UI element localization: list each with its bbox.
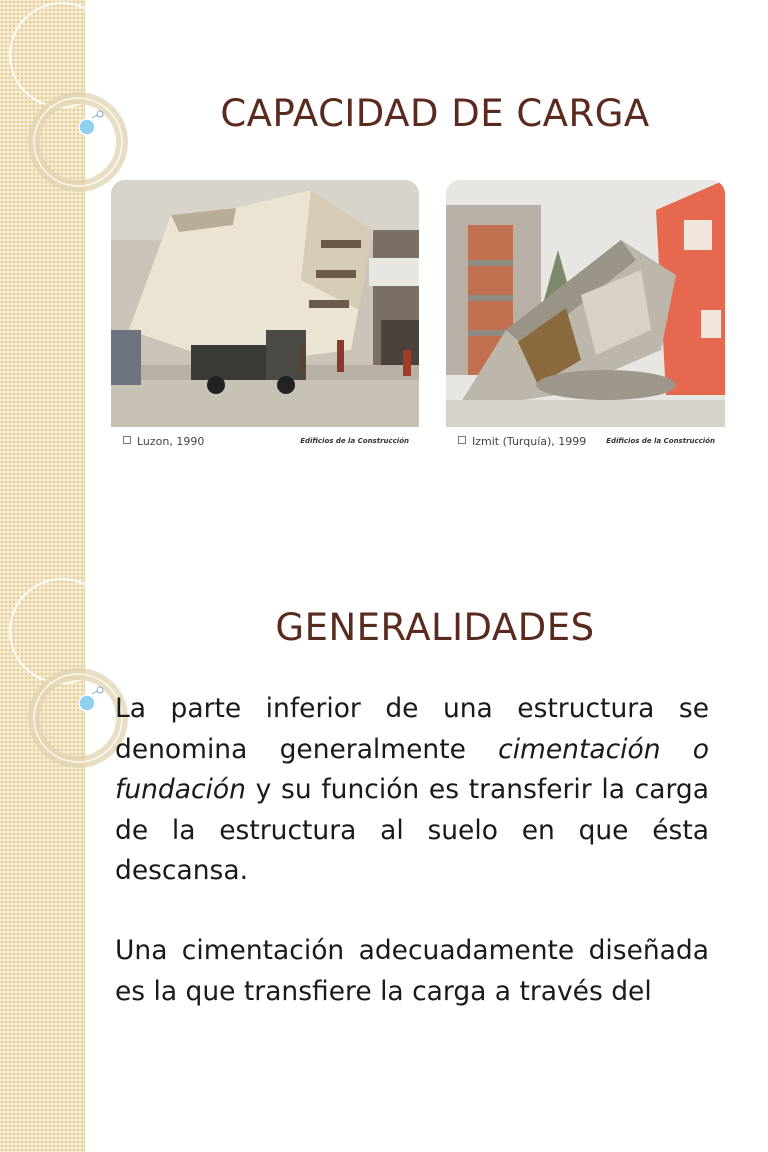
- photo-credit: Edificios de la Construcción: [300, 437, 409, 445]
- paragraph-2: Una cimentación adecuadamente diseñada es la que transfiere la carga a través del: [115, 935, 709, 1007]
- caption-bar: [111, 427, 419, 457]
- caption-bar: [446, 427, 725, 457]
- bullet-icon: [123, 436, 131, 444]
- accent-dot-icon: [79, 695, 95, 711]
- photo-credit: Edificios de la Construcción: [606, 437, 715, 445]
- photo-caption: Izmit (Turquía), 1999: [472, 435, 587, 448]
- building-photo-izmit: [446, 180, 725, 457]
- slide-title: GENERALIDADES: [275, 606, 595, 649]
- photo-caption: Luzon, 1990: [137, 435, 205, 448]
- photo-izmit: [446, 180, 725, 457]
- paragraph-1: [115, 689, 709, 892]
- photo-luzon: [111, 180, 419, 457]
- accent-dot-icon: [79, 119, 95, 135]
- bullet-icon: [458, 436, 466, 444]
- paragraph-1-emphasis: cimentación o fundación: [115, 733, 709, 805]
- building-photo-luzon: [111, 180, 419, 457]
- paragraph-1-text-b: y su función es transferir la carga de la estructura al suelo en que ésta descansa.: [115, 774, 709, 886]
- slide-2: [0, 576, 768, 1152]
- slide-title: CAPACIDAD DE CARGA: [220, 92, 650, 135]
- paragraph-1-text-a: La parte inferior de una estructura se denomina generalmente: [115, 693, 709, 765]
